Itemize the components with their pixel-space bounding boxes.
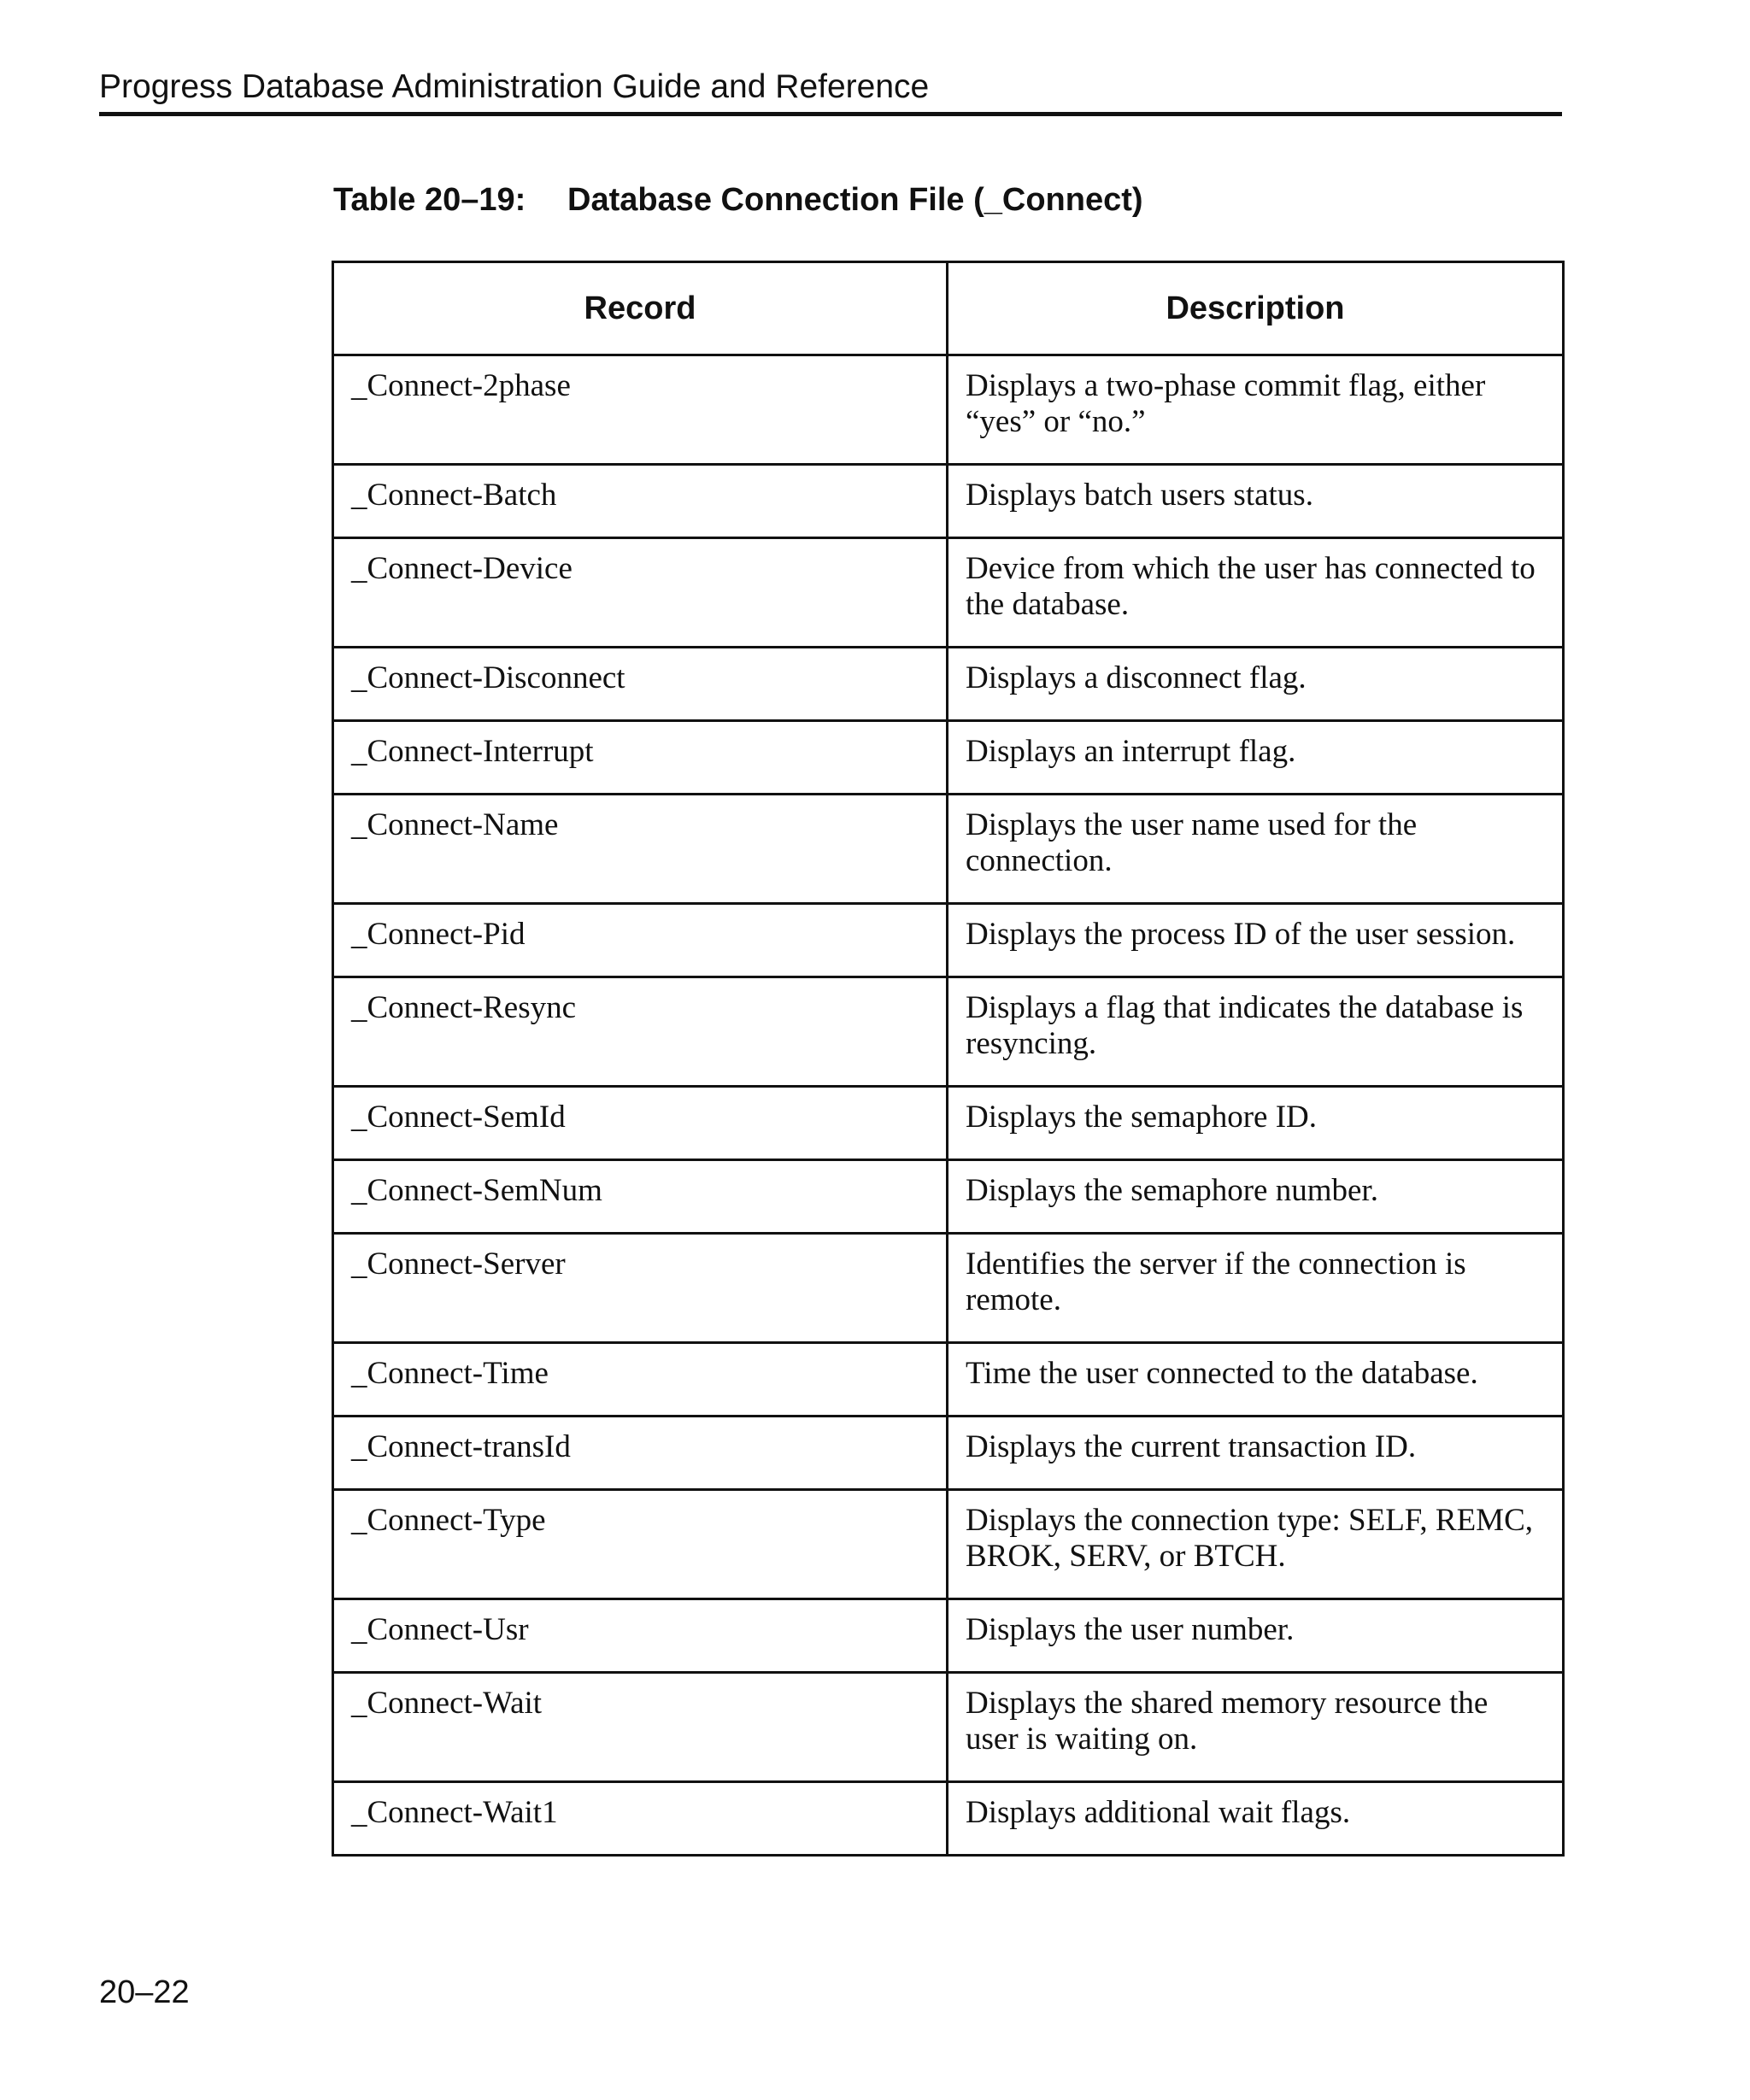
connect-records-table — [332, 261, 1565, 1857]
table-row — [333, 1490, 1564, 1599]
table-row — [333, 721, 1564, 795]
description-cell: Time the user connected to the database. — [948, 1343, 1564, 1417]
running-header: Progress Database Administration Guide and Reference — [99, 68, 930, 105]
table-row — [333, 1782, 1564, 1856]
description-cell: Displays an interrupt flag. — [948, 721, 1564, 795]
header-rule — [99, 112, 1562, 116]
column-header-record: Record — [333, 262, 948, 355]
table-row — [333, 1599, 1564, 1673]
description-cell: Displays a flag that indicates the database is resyncing. — [948, 977, 1564, 1087]
table-row — [333, 1343, 1564, 1417]
table-row — [333, 1673, 1564, 1782]
table-row — [333, 977, 1564, 1087]
table-number: Table 20–19: — [333, 182, 526, 218]
record-cell: _Connect-2phase — [333, 355, 948, 465]
record-cell: _Connect-Usr — [333, 1599, 948, 1673]
record-cell: _Connect-SemNum — [333, 1160, 948, 1234]
record-cell: _Connect-Time — [333, 1343, 948, 1417]
record-cell: _Connect-Server — [333, 1234, 948, 1343]
column-header-description: Description — [948, 262, 1564, 355]
table-row — [333, 795, 1564, 904]
record-cell: _Connect-Type — [333, 1490, 948, 1599]
table-row — [333, 648, 1564, 721]
record-cell: _Connect-Device — [333, 538, 948, 648]
table-caption — [333, 178, 1143, 222]
record-cell: _Connect-Pid — [333, 904, 948, 977]
description-cell: Displays the current transaction ID. — [948, 1417, 1564, 1490]
description-cell: Displays the user name used for the connection. — [948, 795, 1564, 904]
record-cell: _Connect-Batch — [333, 465, 948, 538]
description-cell: Displays a two-phase commit flag, either “yes” or “no.” — [948, 355, 1564, 465]
description-cell: Displays batch users status. — [948, 465, 1564, 538]
table-row — [333, 1160, 1564, 1234]
table-header-row — [333, 262, 1564, 355]
description-cell: Displays the user number. — [948, 1599, 1564, 1673]
record-cell: _Connect-Wait — [333, 1673, 948, 1782]
table-title: Database Connection File (_Connect) — [567, 182, 1143, 218]
description-cell: Displays the semaphore ID. — [948, 1087, 1564, 1160]
description-cell: Displays the semaphore number. — [948, 1160, 1564, 1234]
description-cell: Displays additional wait flags. — [948, 1782, 1564, 1856]
table-row — [333, 1087, 1564, 1160]
description-cell: Identifies the server if the connection is remote. — [948, 1234, 1564, 1343]
record-cell: _Connect-Interrupt — [333, 721, 948, 795]
table-row — [333, 465, 1564, 538]
description-cell: Device from which the user has connected to the database. — [948, 538, 1564, 648]
description-cell: Displays the shared memory resource the user is waiting on. — [948, 1673, 1564, 1782]
record-cell: _Connect-Wait1 — [333, 1782, 948, 1856]
record-cell: _Connect-transId — [333, 1417, 948, 1490]
record-cell: _Connect-Disconnect — [333, 648, 948, 721]
table-row — [333, 355, 1564, 465]
description-cell: Displays a disconnect flag. — [948, 648, 1564, 721]
description-cell: Displays the connection type: SELF, REMC, BROK, SERV, or BTCH. — [948, 1490, 1564, 1599]
page-number: 20–22 — [99, 1974, 190, 2010]
record-cell: _Connect-Name — [333, 795, 948, 904]
table-row — [333, 1234, 1564, 1343]
table-row — [333, 538, 1564, 648]
table-row — [333, 1417, 1564, 1490]
record-cell: _Connect-SemId — [333, 1087, 948, 1160]
table-row — [333, 904, 1564, 977]
description-cell: Displays the process ID of the user session. — [948, 904, 1564, 977]
record-cell: _Connect-Resync — [333, 977, 948, 1087]
